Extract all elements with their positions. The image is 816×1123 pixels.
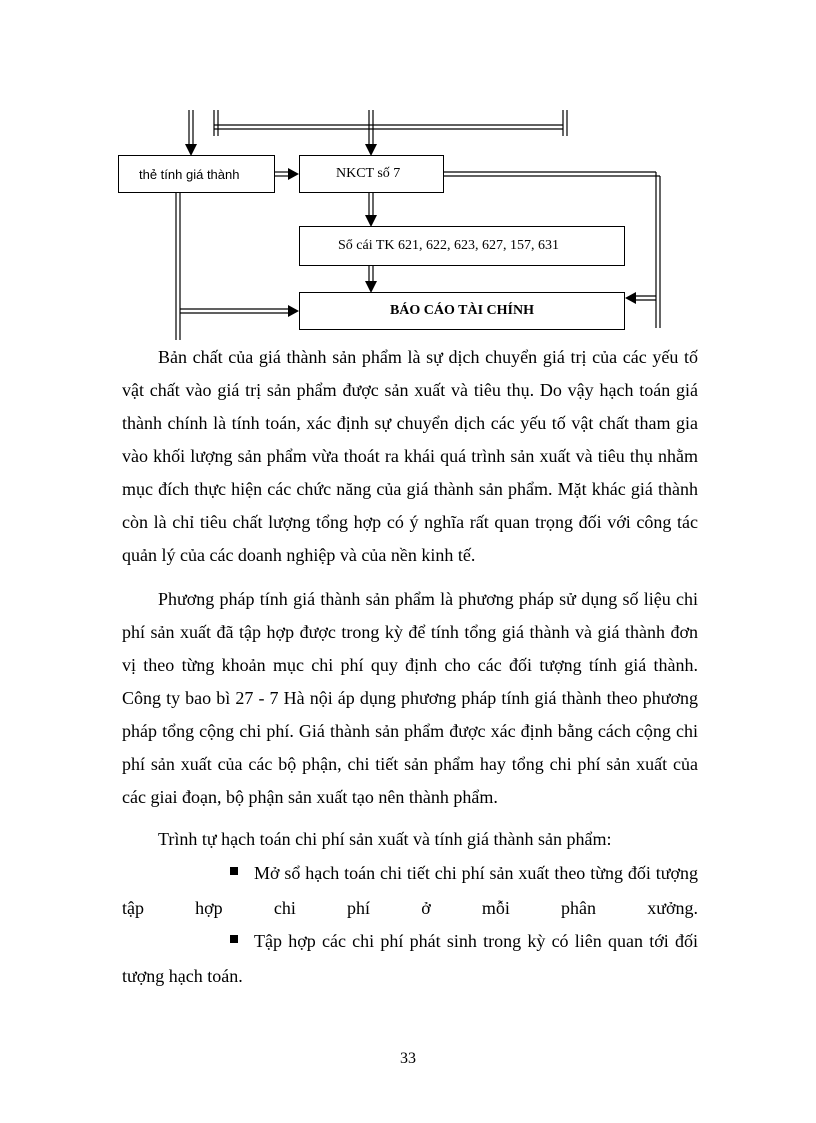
paragraph-ban-chat: Bản chất của giá thành sản phẩm là sự dịch chuyển giá trị của các yếu tố vật chất vào giá trị sản phẩm được sản xuất và tiêu thụ. Do vậy hạch toán giá thành chính là tính toán, xác định sự chuyển dịch các yếu tố vật chất tham gia vào khối lượng sản phẩm vừa thoát ra khái quá trình sản xuất và tiêu thụ nhằm mục đích thực hiện các chức năng của giá thành sản phẩm. Mặt khác giá thành còn là chỉ tiêu chất lượng tổng hợp có ý nghĩa rất quan trọng đối với công tác quản lý của các doanh nghiệp và của nền kinh tế.	[122, 347, 698, 565]
bao-cao-tai-chinh-box	[299, 292, 625, 330]
nkct-box	[299, 155, 444, 193]
the-tinh-gia-thanh-label: thẻ tính giá thành	[139, 166, 240, 182]
nkct-label: NKCT số 7	[336, 166, 401, 181]
bao-cao-tai-chinh-label: BÁO CÁO TÀI CHÍNH	[389, 303, 535, 318]
bullet-text-1: Mở sổ hạch toán chi tiết chi phí sản xuất theo từng đối tượng tập hợp chi phí ở mỗi phân xưởng.	[122, 863, 698, 918]
bullet-text-2: Tập hợp các chi phí phát sinh trong kỳ có liên quan tới đối tượng hạch toán.	[122, 931, 698, 986]
so-cai-box	[299, 226, 625, 266]
the-tinh-gia-thanh-box	[118, 155, 275, 193]
paragraph-trinh-tu: Trình tự hạch toán chi phí sản xuất và tính giá thành sản phẩm:	[158, 829, 612, 849]
paragraph-phuong-phap: Phương pháp tính giá thành sản phẩm là phương pháp sử dụng số liệu chi phí sản xuất đã tập hợp được trong kỳ để tính tổng giá thành và giá thành đơn vị theo từng khoản mục chi phí quy định cho các đối tượng tính giá thành. Công ty bao bì 27 - 7 Hà nội áp dụng phương pháp tính giá thành theo phương pháp tổng cộng chi phí. Giá thành sản phẩm được xác định bằng cách cộng chi phí sản xuất của các bộ phận, chi tiết sản phẩm hay tổng chi phí sản xuất của các giai đoạn, bộ phận sản xuất tạo nên thành phẩm.	[122, 589, 698, 807]
bullet-square-icon	[230, 935, 238, 943]
bullet-item-1	[122, 856, 698, 926]
so-cai-label: Sổ cái TK 621, 622, 623, 627, 157, 631	[338, 238, 560, 253]
page-number: 33	[400, 1050, 416, 1067]
bullet-square-icon	[230, 867, 238, 875]
bullet-item-2	[122, 924, 698, 994]
